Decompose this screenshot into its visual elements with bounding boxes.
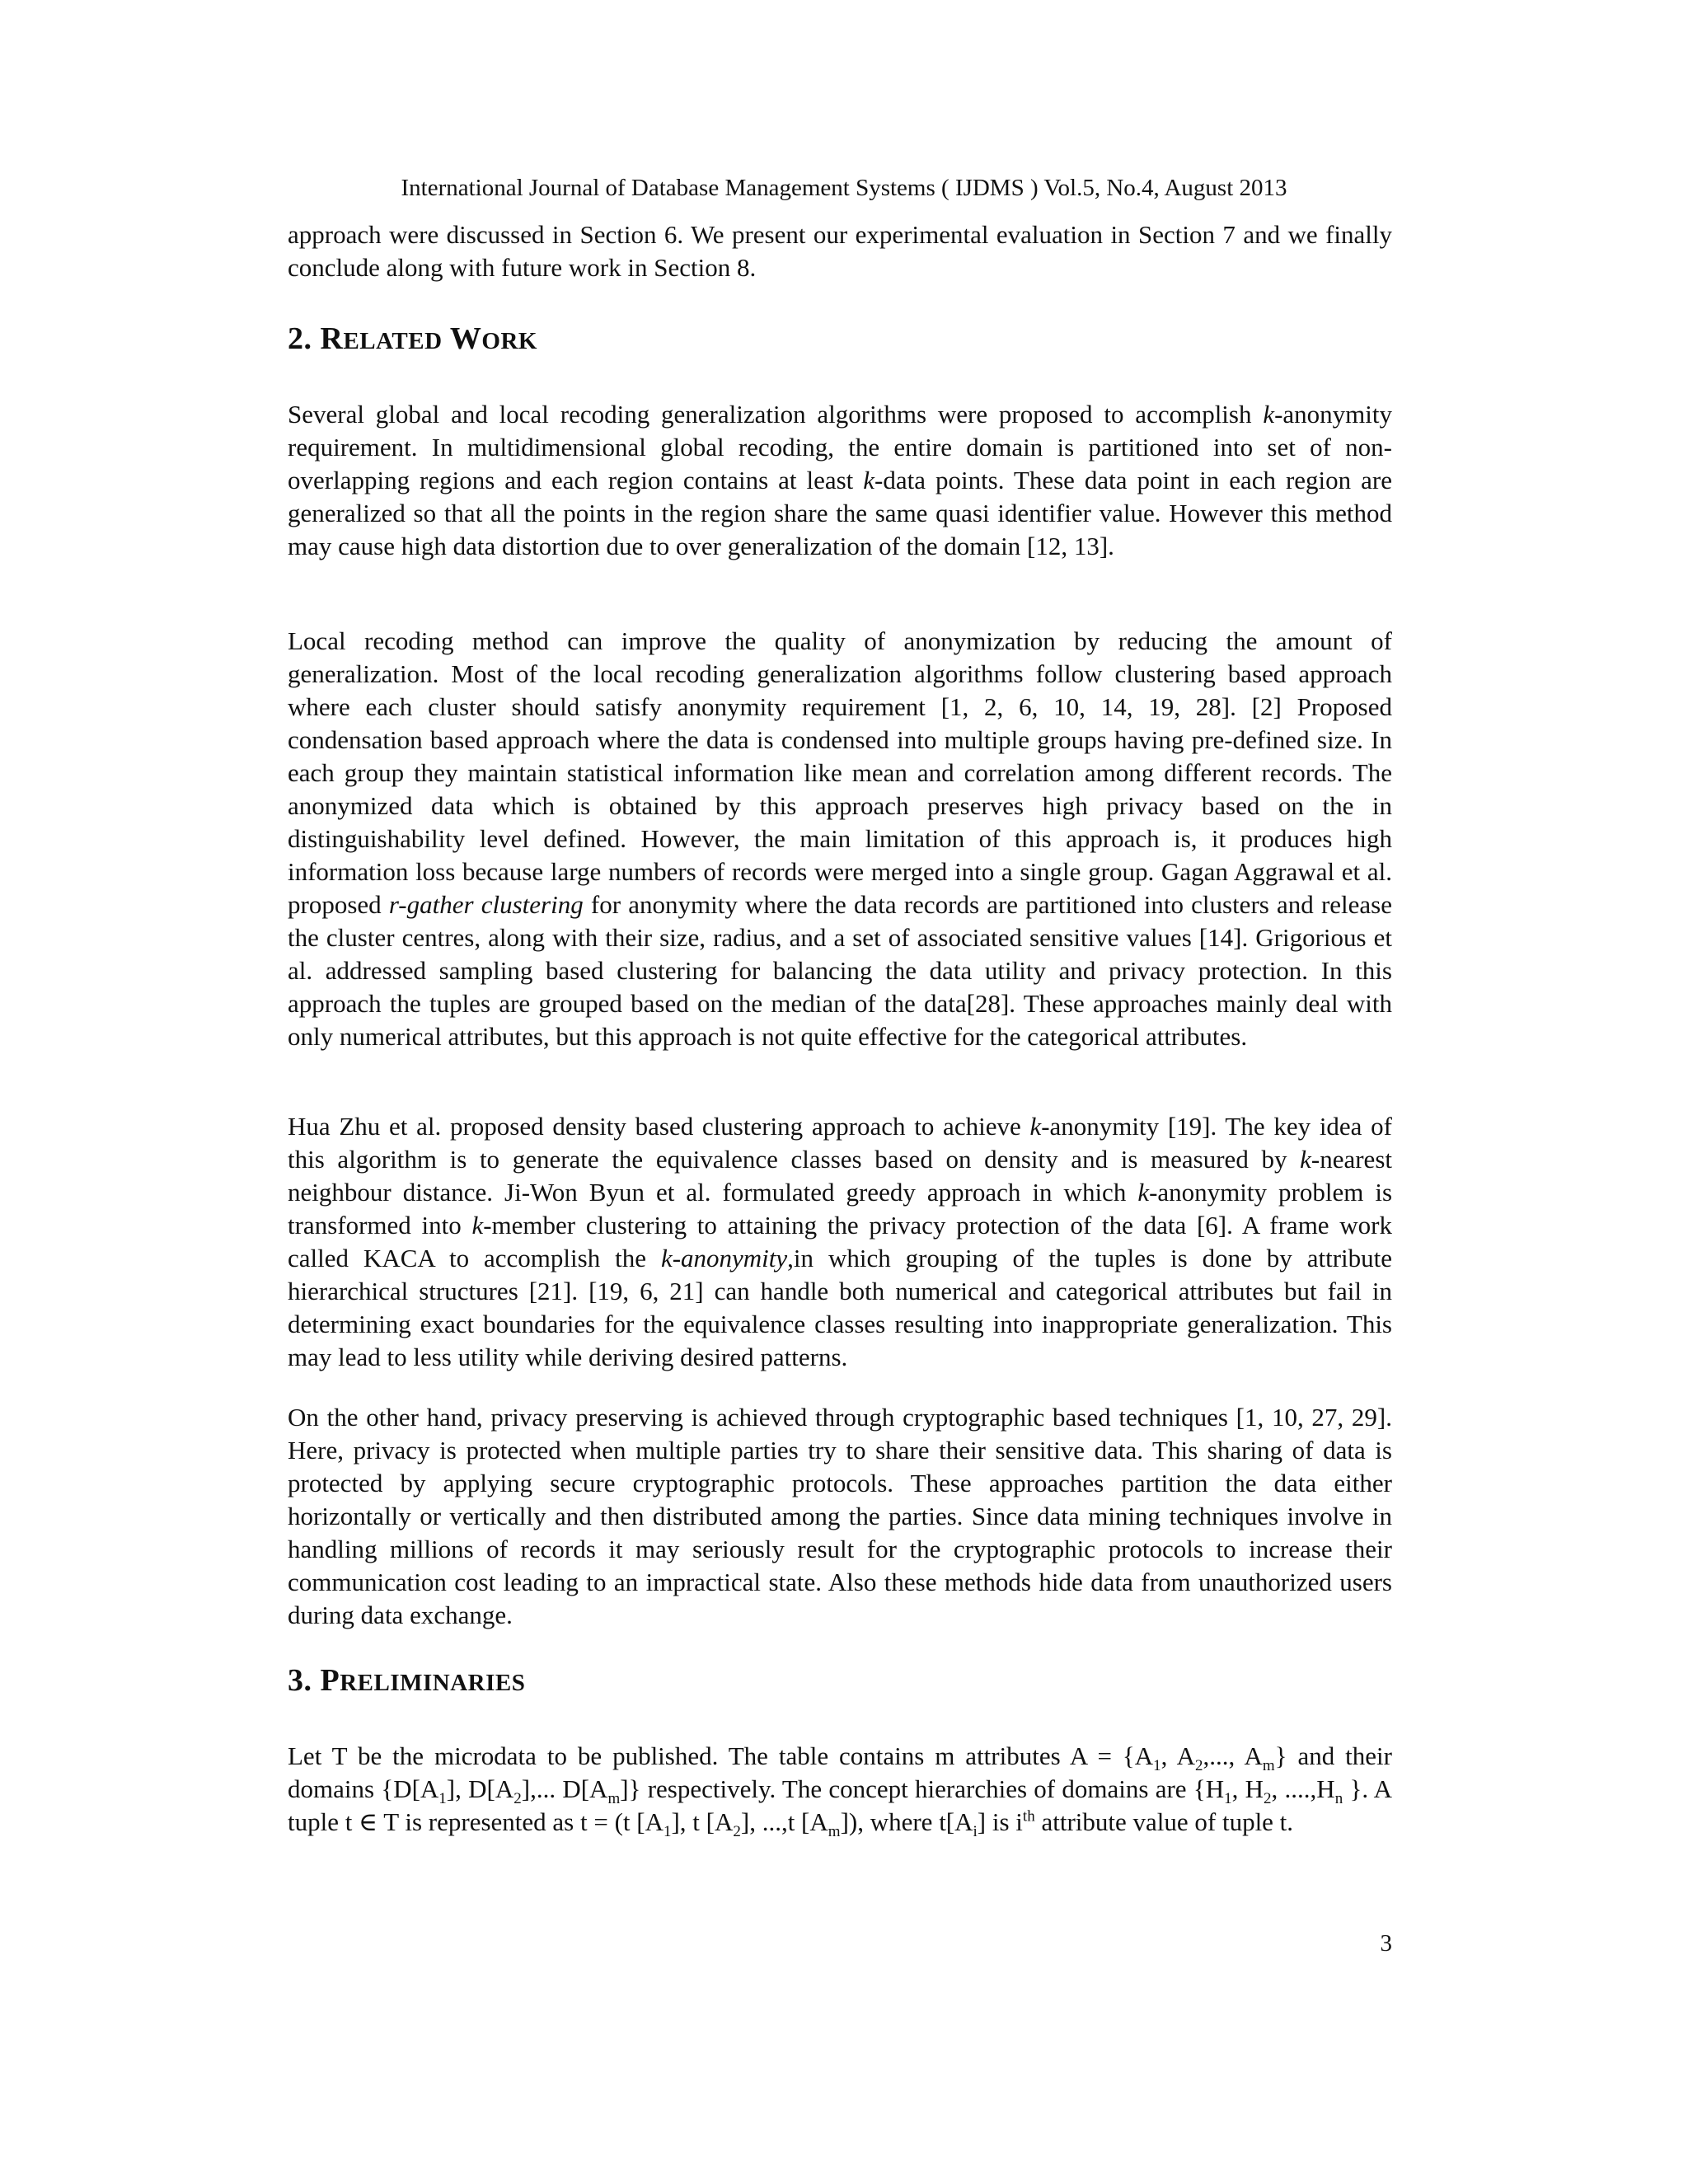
paragraph-block <box>288 398 1392 563</box>
text-run: -anonymity problem is transformed into <box>288 1178 1393 1240</box>
text-run: -data points. These data point in each region are generalized so that all the points in the region share the same quasi identifier value. However this method may cause high data distortion due to over generalization of the domain [12, 13]. <box>288 466 1392 560</box>
text-run: Local recoding method can improve the quality of anonymization by reducing the amount of generalization. Most of the local recoding generalization algorithms follow clustering based approach where each cluster should satisfy anonymity requirement [1, 2, 6, 10, 14, 19, 28]. [2] Proposed condensation based approach where the data is condensed into multiple groups having pre-defined size. In each group they maintain statistical information like mean and correlation among different records. The anonymized data which is obtained by this approach preserves high privacy based on the in distinguishability level defined. However, the main limitation of this approach is, it produces high information loss because large numbers of records were merged into a single group. Gagan Aggrawal et al. proposed <box>288 626 1392 919</box>
preliminaries-paragraph <box>288 1740 1392 1839</box>
preliminaries-heading <box>288 1660 1392 1704</box>
heading-cap: P <box>320 1663 340 1698</box>
text-run: Let T be the microdata to be published. The table contains m attributes A = {A <box>288 1741 1154 1770</box>
subscript: m <box>828 1823 841 1841</box>
text-run: ], D[A <box>446 1774 514 1803</box>
subscript: m <box>607 1790 621 1808</box>
subscript: i <box>973 1823 978 1841</box>
subscript: 2 <box>513 1790 522 1808</box>
text-run: ,in which grouping of the tuples is done by attribute hierarchical structures [21]. [19, 6, 21] can handle both numerical and categorical attributes but fail in determining exact boundaries for the equivalence classes resulting into inappropriate generalization. This may lead to less utility while deriving desired patterns. <box>288 1244 1393 1371</box>
subscript: 1 <box>438 1790 447 1808</box>
paragraph-block <box>288 625 1392 1053</box>
section-number: 2. <box>288 321 321 356</box>
subscript: 1 <box>663 1823 672 1841</box>
subscript: m <box>1262 1757 1275 1775</box>
text-run: -member clustering to attaining the privacy protection of the data [6]. A frame work called KACA to accomplish the <box>288 1211 1392 1272</box>
intro-paragraph: approach were discussed in Section 6. We present our experimental evaluation in Section 7 and we finally conclude along with future work in Section 8. <box>288 220 1392 282</box>
page-number: 3 <box>1380 1930 1392 1957</box>
text-run: ]} respectively. The concept hierarchies of domains are {H <box>620 1774 1225 1803</box>
italic-k: k <box>1029 1112 1042 1141</box>
text-run: Hua Zhu et al. proposed density based clustering approach to achieve <box>288 1112 1030 1141</box>
subscript: 2 <box>733 1823 741 1841</box>
heading-smallcaps: RELIMINARIES <box>340 1670 526 1696</box>
subscript: 2 <box>1264 1790 1272 1808</box>
text-run: }. A tuple t ∈ T is represented as t = (t [A <box>288 1774 1393 1836</box>
text-run: } and their domains {D[A <box>288 1741 1392 1803</box>
text-run: , ....,H <box>1271 1774 1335 1803</box>
subscript: n <box>1334 1790 1343 1808</box>
text-run: -nearest neighbour distance. Ji-Won Byun et al. formulated greedy approach in which <box>288 1145 1392 1207</box>
heading-smallcaps: ELATED <box>343 328 443 354</box>
text-run: ],... D[A <box>521 1774 608 1803</box>
related-paragraph-2 <box>288 625 1392 1053</box>
text-run: attribute value of tuple t. <box>1034 1807 1294 1836</box>
text-run: -anonymity requirement. In multidimensional global recoding, the entire domain is partitioned into set of non-overlapping regions and each region contains at least <box>288 400 1392 494</box>
heading-cap: W <box>442 321 482 356</box>
italic-term: k-anonymity <box>660 1244 788 1272</box>
related-paragraph-4: On the other hand, privacy preserving is achieved through cryptographic based techniques [1, 10, 27, 29]. Here, privacy is protected when multiple parties try to share their sensitive data. This sharing of data is protected by applying secure cryptographic protocols. These approaches partition the data either horizontally or vertically and then distributed among the parties. Since data mining techniques involve in handling millions of records it may seriously result for the cryptographic protocols to increase their communication cost leading to an impractical state. Also these methods hide data from unauthorized users during data exchange. <box>288 1403 1392 1629</box>
paragraph-block <box>288 1110 1392 1374</box>
subscript: 1 <box>1224 1790 1232 1808</box>
text-run: ]), where t[A <box>840 1807 973 1836</box>
preliminaries-heading-block <box>288 1660 1392 1704</box>
italic-term: r-gather clustering <box>388 890 584 919</box>
paragraph-block <box>288 1401 1392 1632</box>
text-run: for anonymity where the data records are partitioned into clusters and release the cluster centres, along with their size, radius, and a set of associated sensitive values [14]. Grigorious et al. addressed sampling based clustering for balancing the data utility and privacy protection. In this approach the tuples are grouped based on the median of the data[28]. These approaches mainly deal with only numerical attributes, but this approach is not quite effective for the categorical attributes. <box>288 890 1392 1051</box>
text-run: ] is i <box>977 1807 1023 1836</box>
text-run: Several global and local recoding generalization algorithms were proposed to accomplish <box>288 400 1264 429</box>
text-run: , H <box>1231 1774 1264 1803</box>
text-run: ], t [A <box>671 1807 734 1836</box>
italic-k: k <box>1137 1178 1150 1207</box>
text-run: ], ...,t [A <box>740 1807 828 1836</box>
subscript: 1 <box>1153 1757 1161 1775</box>
intro-paragraph-block <box>288 218 1392 284</box>
heading-smallcaps: ORK <box>481 328 537 354</box>
related-work-heading-block <box>288 318 1392 362</box>
italic-k: k <box>1300 1145 1311 1174</box>
heading-cap: R <box>320 321 344 356</box>
italic-k: k <box>1263 400 1275 429</box>
paragraph-block <box>288 1740 1392 1839</box>
text-run: , A <box>1160 1741 1196 1770</box>
related-work-heading <box>288 318 1392 362</box>
text-run: -anonymity [19]. The key idea of this algorithm is to generate the equivalence classes based on density and is measured by <box>288 1112 1392 1174</box>
italic-k: k <box>863 466 875 494</box>
running-header: International Journal of Database Management Systems ( IJDMS ) Vol.5, No.4, August 2013 <box>401 175 1287 201</box>
text-run: ,..., A <box>1203 1741 1263 1770</box>
subscript: 2 <box>1195 1757 1203 1775</box>
italic-k: k <box>471 1211 484 1240</box>
related-paragraph-1 <box>288 398 1392 563</box>
superscript: th <box>1022 1807 1035 1825</box>
section-number: 3. <box>288 1663 321 1698</box>
related-paragraph-3 <box>288 1110 1392 1374</box>
